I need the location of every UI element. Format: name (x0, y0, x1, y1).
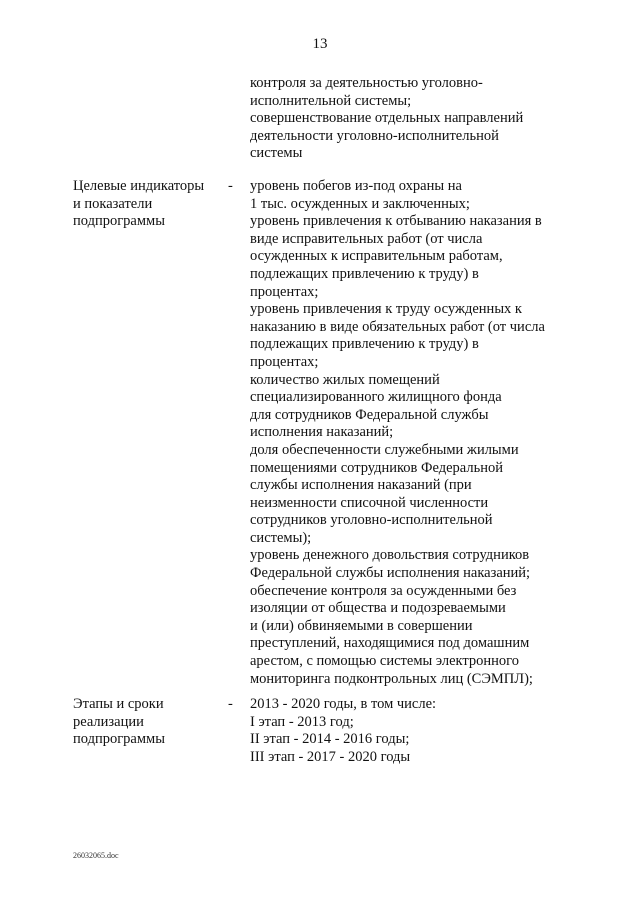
text-line: подлежащих привлечению к труду) в (250, 265, 479, 282)
text-line: уровень денежного довольствия сотрудников (250, 547, 530, 564)
text-line: деятельности уголовно-исполнительной (250, 127, 499, 144)
text-line: III этап - 2017 - 2020 годы (250, 748, 411, 765)
text-line: II этап - 2014 - 2016 годы; (250, 731, 410, 748)
text-line: обеспечение контроля за осужденными без (250, 582, 517, 599)
text-line: мониторинга подконтрольных лиц (СЭМПЛ); (250, 670, 533, 687)
stages-text (250, 696, 580, 766)
text-line: помещениями сотрудников Федеральной (250, 459, 503, 476)
stages-label (73, 696, 223, 749)
text-line: изоляции от общества и подозреваемыми (250, 600, 506, 617)
page-number: 13 (312, 36, 328, 52)
text-line: и (или) обвиняемыми в совершении (250, 617, 473, 634)
text-line: осужденных к исправительным работам, (250, 248, 503, 265)
text-line: совершенствование отдельных направлений (250, 110, 524, 127)
separator-dash: - (228, 696, 233, 712)
text-line: системы); (250, 529, 312, 546)
text-line: количество жилых помещений (250, 371, 440, 388)
text-line: сотрудников уголовно-исполнительной (250, 512, 493, 529)
separator-dash: - (228, 178, 233, 194)
text-line: 2013 - 2020 годы, в том числе: (250, 696, 437, 712)
text-line: преступлений, находящимися под домашним (250, 635, 530, 652)
label-line: Целевые индикаторы (73, 178, 205, 194)
text-line: процентах; (250, 283, 319, 300)
text-line: для сотрудников Федеральной службы (250, 406, 489, 423)
text-line: доля обеспеченности служебными жилыми (250, 441, 519, 458)
indicators-label (73, 178, 223, 231)
label-line: реализации (73, 713, 144, 730)
text-line: уровень побегов из-под охраны на (250, 178, 462, 194)
text-line: системы (250, 145, 303, 162)
text-line: уровень привлечения к труду осужденных к (250, 301, 522, 318)
label-line: и показатели (73, 195, 153, 212)
text-line: специализированного жилищного фонда (250, 389, 502, 406)
text-line: 1 тыс. осужденных и заключенных; (250, 195, 470, 212)
text-line: наказанию в виде обязательных работ (от числа (250, 318, 545, 335)
text-line: исполнительной системы; (250, 92, 412, 109)
text-line: арестом, с помощью системы электронного (250, 653, 519, 670)
label-line: подпрограммы (73, 213, 165, 230)
label-line: подпрограммы (73, 731, 165, 748)
text-line: Федеральной службы исполнения наказаний; (250, 565, 531, 582)
text-line: I этап - 2013 год; (250, 713, 354, 730)
text-line: службы исполнения наказаний (при (250, 477, 472, 494)
text-line: уровень привлечения к отбыванию наказания в (250, 213, 542, 230)
text-line: контроля за деятельностью уголовно- (250, 75, 483, 91)
document-filename: 26032065.doc (73, 851, 119, 860)
indicators-text (250, 178, 580, 688)
text-line: виде исправительных работ (от числа (250, 230, 483, 247)
text-line: процентах; (250, 353, 319, 370)
text-line: неизменности списочной численности (250, 494, 489, 511)
continuation-text (250, 75, 580, 163)
label-line: Этапы и сроки (73, 696, 164, 712)
text-line: подлежащих привлечению к труду) в (250, 336, 479, 353)
text-line: исполнения наказаний; (250, 424, 394, 441)
